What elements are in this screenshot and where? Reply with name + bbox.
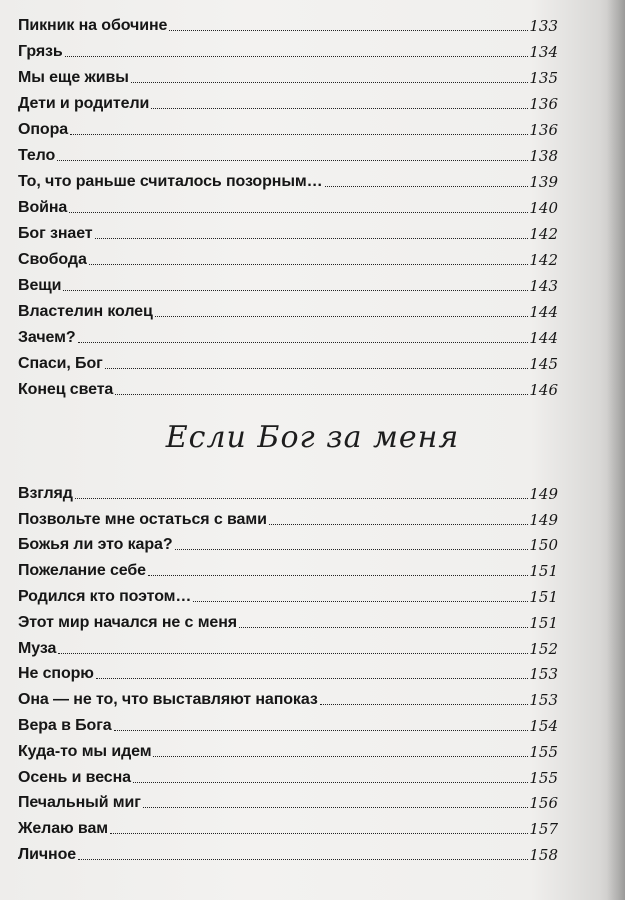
toc-entry <box>18 633 578 659</box>
dot-leader <box>143 807 529 808</box>
dot-leader <box>57 160 528 161</box>
toc-entry <box>18 813 578 839</box>
toc-entry-page-number: 136 <box>529 95 558 113</box>
toc-entry-page-number: 149 <box>529 510 558 529</box>
toc-entry-page-number: 134 <box>529 43 558 61</box>
toc-entry-page-number: 155 <box>529 768 558 787</box>
dot-leader <box>115 394 528 395</box>
toc-entry-page-number: 153 <box>529 665 558 684</box>
toc-entry-page-number: 142 <box>529 225 558 243</box>
toc-entry <box>18 684 578 710</box>
toc-entry <box>18 555 578 581</box>
toc-entry-title: Вера в Бога <box>18 716 112 734</box>
toc-entry-page-number: 140 <box>529 199 558 217</box>
dot-leader <box>110 833 528 834</box>
toc-entry-title: Бог знает <box>18 225 93 242</box>
toc-entry <box>18 710 578 736</box>
toc-entry-title: То, что раньше считалось позорным… <box>18 173 323 190</box>
toc-entry <box>18 192 578 218</box>
toc-entry-page-number: 138 <box>529 147 558 165</box>
toc-entry-title: Пикник на обочине <box>18 17 168 34</box>
toc-entry-title: Муза <box>18 639 57 657</box>
toc-entry-page-number: 150 <box>529 536 558 555</box>
toc-entry-page-number: 142 <box>529 251 558 269</box>
dot-leader <box>63 290 528 291</box>
toc-entry <box>18 36 578 62</box>
toc-entry-title: Грязь <box>18 43 63 60</box>
toc-entry-page-number: 153 <box>529 691 558 710</box>
toc-entry-page-number: 155 <box>529 742 558 761</box>
toc-entry-title: Личное <box>18 845 77 863</box>
toc-entry-page-number: 135 <box>529 69 558 87</box>
dot-leader <box>69 212 528 213</box>
toc-entry-title: Властелин колец <box>18 303 153 320</box>
dot-leader <box>325 186 529 187</box>
dot-leader <box>133 782 528 783</box>
toc-entry-title: Тело <box>18 147 56 164</box>
toc-entry-page-number: 154 <box>529 716 558 735</box>
toc-entry-title: Этот мир начался не с меня <box>18 613 238 631</box>
toc-entry-page-number: 152 <box>529 639 558 658</box>
dot-leader <box>169 30 528 31</box>
dot-leader <box>58 653 528 654</box>
toc-entry <box>18 348 578 374</box>
toc-entry <box>18 270 578 296</box>
dot-leader <box>70 134 528 135</box>
toc-entry <box>18 114 578 140</box>
toc-entry-page-number: 151 <box>529 562 558 581</box>
toc-entry <box>18 788 578 814</box>
toc-entry <box>18 581 578 607</box>
dot-leader <box>95 238 529 239</box>
toc-entry <box>18 839 578 865</box>
toc-entry-page-number: 156 <box>529 794 558 813</box>
toc-entry <box>18 504 578 530</box>
toc-entry-page-number: 151 <box>529 613 558 632</box>
dot-leader <box>269 524 529 525</box>
dot-leader <box>151 108 528 109</box>
toc-entry-title: Опора <box>18 121 69 138</box>
toc-entry-title: Свобода <box>18 251 87 268</box>
toc-entry-page-number: 143 <box>529 277 558 295</box>
toc-entry-title: Осень и весна <box>18 768 131 786</box>
toc-entry <box>18 166 578 192</box>
toc-entry-page-number: 145 <box>529 355 558 373</box>
toc-entry <box>18 322 578 348</box>
toc-entry <box>18 140 578 166</box>
toc-entry-title: Пожелание себе <box>18 562 146 580</box>
dot-leader <box>78 342 529 343</box>
toc-entry-page-number: 144 <box>529 329 558 347</box>
dot-leader <box>175 549 529 550</box>
toc-list-bottom <box>18 478 578 865</box>
toc-entry <box>18 244 578 270</box>
toc-entry-title: Она — не то, что выставляют напоказ <box>18 691 318 709</box>
toc-entry <box>18 736 578 762</box>
toc-entry <box>18 62 578 88</box>
dot-leader <box>239 627 528 628</box>
dot-leader <box>78 859 528 860</box>
toc-entry <box>18 659 578 685</box>
dot-leader <box>65 56 529 57</box>
dot-leader <box>105 368 529 369</box>
toc-entry <box>18 762 578 788</box>
toc-entry-title: Печальный миг <box>18 794 141 812</box>
toc-entry-title: Взгляд <box>18 484 73 502</box>
toc-entry-page-number: 139 <box>529 173 558 191</box>
toc-entry-title: Божья ли это кара? <box>18 536 173 554</box>
toc-entry <box>18 296 578 322</box>
toc-entry <box>18 530 578 556</box>
toc-entry-page-number: 157 <box>529 820 558 839</box>
toc-entry <box>18 88 578 114</box>
toc-entry <box>18 607 578 633</box>
dot-leader <box>131 82 529 83</box>
toc-entry-title: Спаси, Бог <box>18 355 103 372</box>
section-heading: Если Бог за меня <box>165 420 460 455</box>
toc-entry-page-number: 136 <box>529 121 558 139</box>
dot-leader <box>114 730 529 731</box>
toc-entry-page-number: 158 <box>529 845 558 864</box>
dot-leader <box>153 756 528 757</box>
toc-entry-title: Мы еще живы <box>18 69 129 86</box>
toc-entry-title: Желаю вам <box>18 820 108 838</box>
toc-entry-title: Не спорю <box>18 665 94 683</box>
toc-entry-page-number: 149 <box>529 484 558 503</box>
dot-leader <box>148 575 528 576</box>
dot-leader <box>320 704 529 705</box>
toc-entry-title: Родился кто поэтом… <box>18 587 192 605</box>
toc-entry <box>18 374 578 400</box>
toc-entry <box>18 10 578 36</box>
toc-entry <box>18 218 578 244</box>
dot-leader <box>96 678 528 679</box>
toc-entry-title: Куда-то мы идем <box>18 742 152 760</box>
dot-leader <box>193 601 528 602</box>
toc-entry-page-number: 144 <box>529 303 558 321</box>
toc-entry-title: Война <box>18 199 68 216</box>
toc-list-top <box>18 10 578 400</box>
dot-leader <box>155 316 529 317</box>
toc-entry-page-number: 133 <box>529 17 558 35</box>
toc-entry-title: Вещи <box>18 277 62 294</box>
toc-entry-title: Зачем? <box>18 329 76 346</box>
dot-leader <box>89 264 529 265</box>
dot-leader <box>75 498 529 499</box>
toc-entry-title: Дети и родители <box>18 95 150 112</box>
toc-entry-page-number: 146 <box>529 381 558 399</box>
toc-entry-page-number: 151 <box>529 587 558 606</box>
toc-entry-title: Конец света <box>18 381 114 398</box>
toc-entry-title: Позвольте мне остаться с вами <box>18 510 267 528</box>
toc-entry <box>18 478 578 504</box>
